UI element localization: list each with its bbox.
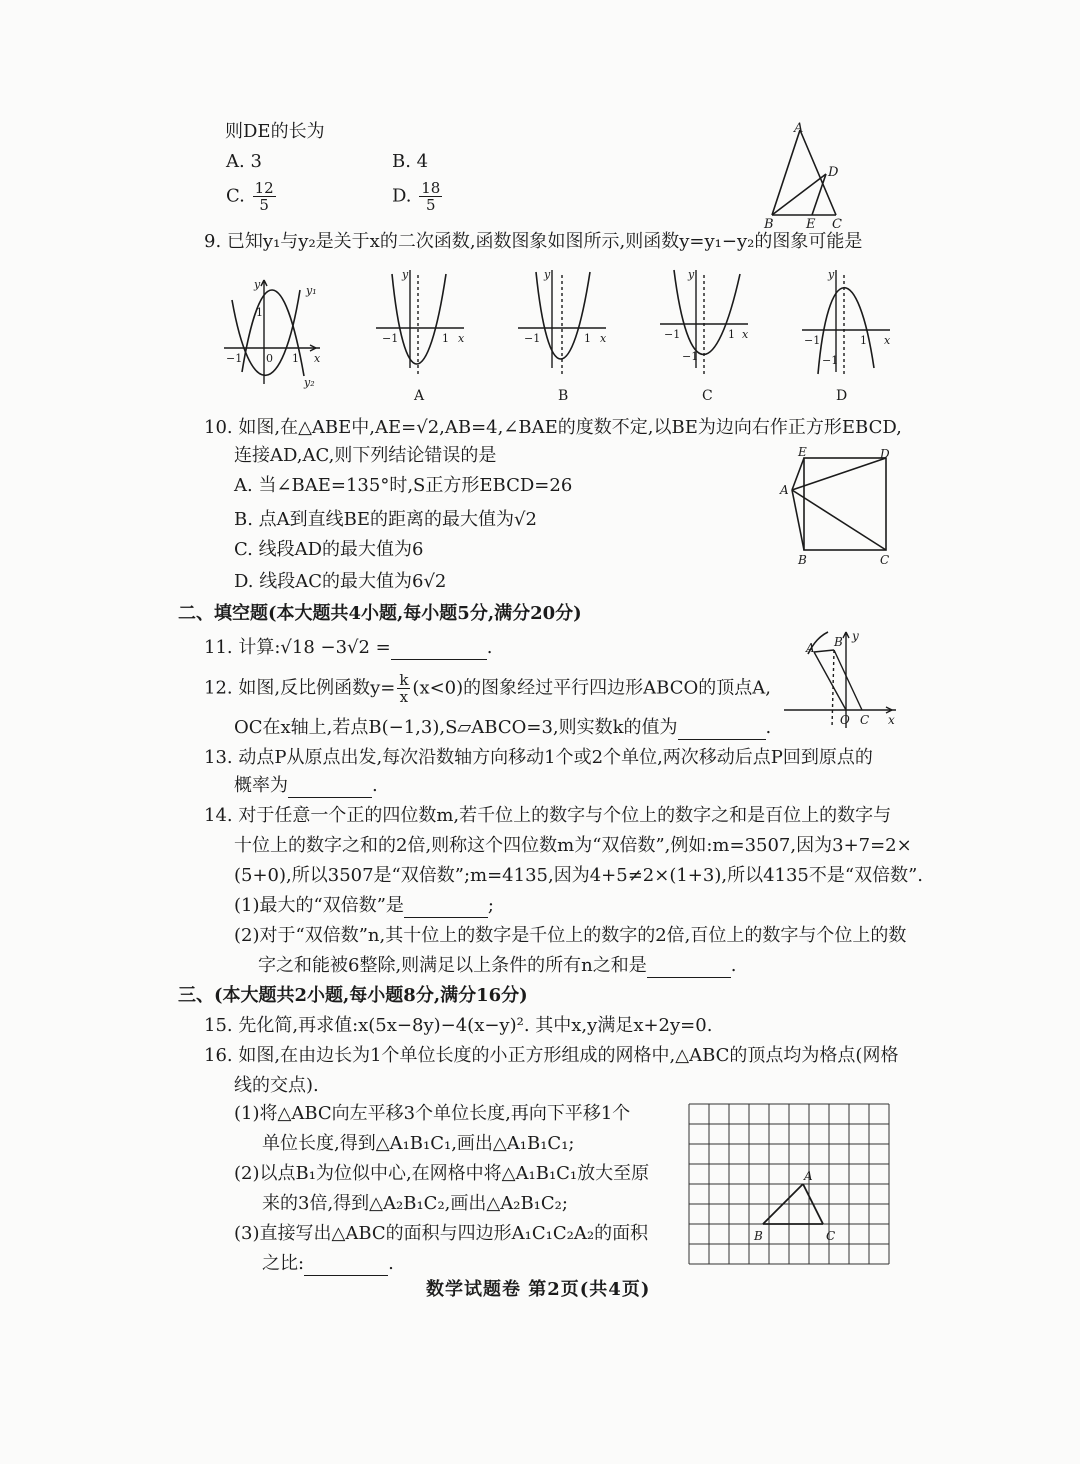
svg-text:−1: −1	[382, 332, 399, 345]
q11-line: 11. 计算:√18 −3√2 = .	[204, 637, 493, 658]
q16-grid-figure	[686, 1098, 908, 1272]
q8-label-b: B	[764, 217, 774, 232]
svg-text:y: y	[544, 268, 551, 281]
svg-text:C: C	[826, 1229, 836, 1243]
q14-line2: 十位上的数字之和的2倍,则称这个四位数m为“双倍数”,例如:m=3507,因为3+7=2×	[234, 835, 912, 856]
q13-line1: 13. 动点P从原点出发,每次沿数轴方向移动1个或2个单位,两次移动后点P回到原点的	[204, 747, 873, 768]
svg-text:1: 1	[728, 328, 735, 341]
q14-sub2-line2: 字之和能被6整除,则满足以上条件的所有n之和是 .	[258, 955, 737, 976]
q8-option-a: A. 3	[226, 151, 262, 172]
svg-text:x: x	[600, 332, 607, 345]
svg-text:y₁: y₁	[306, 284, 317, 297]
page-footer: 数学试题卷 第2页(共4页)	[426, 1279, 651, 1300]
q13-line2: 概率为 .	[234, 775, 378, 796]
q13-answer-blank[interactable]	[288, 779, 372, 798]
q9-option-d-label: D	[836, 388, 848, 404]
section2-heading: 二、填空题(本大题共4小题,每小题5分,满分20分)	[178, 603, 582, 624]
q12-line2: OC在x轴上,若点B(−1,3),S▱ABCO=3,则实数k的值为 .	[234, 717, 772, 738]
q15-line: 15. 先化简,再求值:x(5x−8y)−4(x−y)². 其中x,y满足x+2y=0.	[204, 1015, 713, 1036]
svg-text:y: y	[852, 629, 859, 643]
q10-option-a: A. 当∠BAE=135°时,S正方形EBCD=26	[234, 475, 573, 496]
q8-option-b: B. 4	[392, 151, 429, 172]
q8-label-e: E	[806, 217, 816, 232]
q14-sub1-blank[interactable]	[404, 899, 488, 918]
q8-option-c: C. $\frac{12}{5}$	[226, 179, 274, 214]
q12-answer-blank[interactable]	[678, 721, 766, 740]
q10-option-b: B. 点A到直线BE的距离的最大值为√2	[234, 509, 537, 530]
svg-text:E: E	[798, 445, 807, 459]
q16-part1-b: 单位长度,得到△A₁B₁C₁,画出△A₁B₁C₁;	[262, 1133, 575, 1154]
svg-text:−1: −1	[682, 350, 699, 363]
svg-text:x: x	[314, 352, 321, 365]
svg-text:y: y	[828, 268, 835, 281]
svg-text:−1: −1	[226, 352, 243, 365]
svg-text:B: B	[754, 1229, 763, 1243]
svg-text:A: A	[780, 483, 789, 497]
q9-stem: 9. 已知y₁与y₂是关于x的二次函数,函数图象如图所示,则函数y=y₁−y₂的图象可能是	[204, 231, 863, 252]
q8-triangle-figure	[760, 120, 870, 232]
q16-part1-a: (1)将△ABC向左平移3个单位长度,再向下平移1个	[234, 1103, 631, 1124]
svg-text:A: A	[806, 641, 815, 655]
svg-text:−1: −1	[822, 354, 839, 367]
q12-figure	[784, 628, 904, 732]
svg-text:C: C	[880, 553, 890, 567]
q8-option-d: D. $\frac{18}{5}$	[392, 179, 441, 214]
q9-option-d-graph[interactable]	[798, 264, 894, 404]
svg-text:C: C	[860, 713, 870, 727]
q8-label-d: D	[828, 165, 839, 180]
svg-text:x: x	[888, 713, 895, 727]
svg-text:A: A	[804, 1169, 813, 1183]
q8-stem: 则DE的长为	[225, 121, 325, 142]
svg-text:y: y	[254, 278, 261, 291]
svg-text:O: O	[840, 713, 850, 727]
q16-line2: 线的交点).	[234, 1075, 319, 1096]
svg-text:1: 1	[292, 352, 299, 365]
q10-stem-line2: 连接AD,AC,则下列结论错误的是	[234, 445, 497, 466]
q10-option-c: C. 线段AD的最大值为6	[234, 539, 424, 560]
svg-text:y: y	[688, 268, 695, 281]
q8-label-c: C	[832, 217, 842, 232]
q16-line1: 16. 如图,在由边长为1个单位长度的小正方形组成的网格中,△ABC的顶点均为格点(网格	[204, 1045, 899, 1066]
q14-line1: 14. 对于任意一个正的四位数m,若千位上的数字与个位上的数字之和是百位上的数字与	[204, 805, 892, 826]
q9-option-c-label: C	[702, 388, 713, 404]
q9-option-a-graph[interactable]	[372, 264, 468, 404]
q10-stem-line1: 10. 如图,在△ABE中,AE=√2,AB=4,∠BAE的度数不定,以BE为边向右作正方形EBCD,	[204, 417, 902, 438]
q8-label-a: A	[794, 121, 804, 136]
svg-text:1: 1	[860, 334, 867, 347]
q14-line3: (5+0),所以3507是“双倍数”;m=4135,因为4+5≠2×(1+3),所以4135不是“双倍数”.	[234, 865, 923, 886]
svg-text:0: 0	[266, 352, 273, 365]
q11-answer-blank[interactable]	[391, 641, 487, 660]
svg-text:B: B	[798, 553, 807, 567]
svg-text:1: 1	[584, 332, 591, 345]
q16-part2-b: 来的3倍,得到△A₂B₁C₂,画出△A₂B₁C₂;	[262, 1193, 568, 1214]
q16-part3-blank[interactable]	[304, 1257, 388, 1276]
q16-part3-a: (3)直接写出△ABC的面积与四边形A₁C₁C₂A₂的面积	[234, 1223, 649, 1244]
svg-text:x: x	[742, 328, 749, 341]
q9-option-b-label: B	[558, 388, 569, 404]
q14-sub2-line1: (2)对于“双倍数”n,其十位上的数字是千位上的数字的2倍,百位上的数字与个位上的数	[234, 925, 907, 946]
q9-option-b-graph[interactable]	[514, 264, 610, 404]
q14-sub2-blank[interactable]	[647, 959, 731, 978]
q9-main-graph	[220, 272, 332, 392]
q10-option-d: D. 线段AC的最大值为6√2	[234, 571, 447, 592]
svg-text:y₂: y₂	[304, 376, 315, 389]
svg-text:D: D	[880, 447, 890, 461]
svg-text:−1: −1	[804, 334, 821, 347]
svg-text:y: y	[402, 268, 409, 281]
q9-option-a-label: A	[414, 388, 425, 404]
section3-heading: 三、(本大题共2小题,每小题8分,满分16分)	[178, 985, 528, 1006]
svg-text:−1: −1	[664, 328, 681, 341]
svg-text:1: 1	[442, 332, 449, 345]
q9-option-c-graph[interactable]	[656, 264, 752, 404]
q16-part2-a: (2)以点B₁为位似中心,在网格中将△A₁B₁C₁放大至原	[234, 1163, 650, 1184]
q10-square-figure	[776, 444, 900, 570]
svg-text:x: x	[458, 332, 465, 345]
svg-text:x: x	[884, 334, 891, 347]
q14-sub1: (1)最大的“双倍数”是 ;	[234, 895, 494, 916]
svg-text:B: B	[834, 635, 843, 649]
svg-text:−1: −1	[524, 332, 541, 345]
svg-text:1: 1	[256, 306, 263, 319]
q16-part3-b: 之比: .	[262, 1253, 394, 1274]
q12-line1: 12. 如图,反比例函数y= $\frac{k}{x}$ (x<0)的图象经过平行四边形ABCO的顶点A,	[204, 671, 771, 706]
